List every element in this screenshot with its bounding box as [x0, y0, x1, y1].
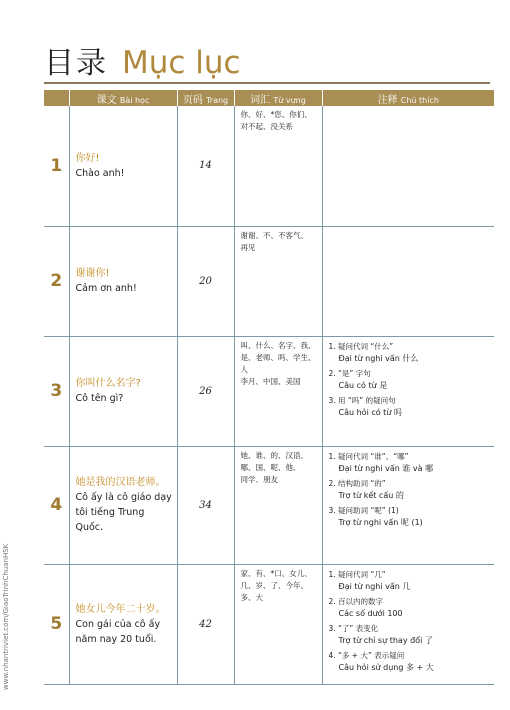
note-vietnamese: Đại từ nghi vấn 谁 và 哪: [338, 463, 434, 473]
note-item: [329, 395, 491, 419]
note-vietnamese: Câu hỏi có từ 吗: [338, 407, 402, 417]
note-chinese: 3. 疑问助词 “呢” (1): [328, 505, 399, 515]
lesson-title-chinese: 你叫什么名字?: [75, 378, 141, 389]
lesson-row: [44, 446, 494, 564]
lesson-notes: [322, 336, 494, 446]
note-chinese: 4. “多 + 大” 表示疑问: [328, 650, 405, 660]
lesson-page: 42: [177, 564, 234, 684]
vocab-line: 同学、朋友: [240, 474, 278, 484]
side-watermark: www.nhantriviet.com/GiaoTrinhChuanHSK: [2, 543, 10, 690]
note-vietnamese: Trợ từ chỉ sự thay đổi 了: [338, 635, 433, 645]
note-chinese: 1. 疑问代词 “什么”: [328, 341, 394, 351]
lesson-row: [44, 106, 494, 226]
lesson-number: 5: [44, 564, 69, 684]
header-number: [44, 90, 69, 106]
note-vietnamese: Câu hỏi sử dụng 多 + 大: [338, 662, 434, 672]
note-item: [329, 451, 491, 475]
note-vietnamese: Trợ từ nghi vấn 呢 (1): [338, 517, 423, 527]
note-vietnamese: Câu có từ 是: [338, 380, 388, 390]
vocab-line: 叫、什么、名字、我、: [240, 340, 316, 350]
vocab-line: 几、岁、了、今年、: [240, 580, 308, 590]
vocab-line: 对不起、没关系: [240, 122, 293, 131]
vocab-line: 人: [240, 364, 248, 374]
lesson-number: 1: [44, 106, 69, 226]
title-rule: [44, 82, 490, 84]
lesson-number: 2: [44, 226, 69, 336]
lesson-vocab: [234, 564, 322, 684]
note-chinese: 2. 结构助词 “的”: [328, 478, 386, 488]
title-vietnamese: Mục lục: [122, 45, 241, 81]
note-vietnamese: Các số dưới 100: [338, 608, 403, 618]
lesson-vocab: [234, 336, 322, 446]
note-item: [329, 596, 491, 620]
table-header-row: [44, 90, 494, 106]
lesson-title-chinese: 谢谢你!: [75, 268, 110, 279]
lesson-page: 34: [177, 446, 234, 564]
lesson-title: [69, 446, 177, 564]
lesson-title-vietnamese: Con gái của cô ấy năm nay 20 tuổi.: [75, 618, 161, 645]
title-chinese: 目录: [44, 46, 108, 81]
lesson-number: 4: [44, 446, 69, 564]
vocab-line: 谢谢、不、不客气、: [240, 230, 308, 240]
vocab-line: 李月、中国、美国: [240, 376, 301, 386]
lesson-number: 3: [44, 336, 69, 446]
header-vocab: 词汇 Từ vựng: [234, 90, 322, 106]
lesson-title: [69, 226, 177, 336]
note-chinese: 3. “了” 表变化: [328, 623, 379, 633]
lesson-notes: [322, 226, 494, 336]
note-chinese: 2. “是” 字句: [328, 368, 371, 378]
vocab-line: 多、大: [240, 592, 263, 602]
note-item: [329, 650, 491, 674]
page-title: [44, 38, 241, 82]
note-chinese: 3. 用 “吗” 的疑问句: [328, 395, 396, 405]
lesson-title-chinese: 她女儿今年二十岁。: [75, 603, 166, 615]
lesson-row: [44, 226, 494, 336]
lesson-notes: [322, 564, 494, 684]
note-item: [329, 478, 491, 502]
lesson-title-vietnamese: Chào anh!: [75, 167, 125, 179]
lesson-row: [44, 336, 494, 446]
contents-table: [44, 90, 494, 685]
lesson-title: [69, 106, 177, 226]
lesson-title-vietnamese: Cô ấy là cô giáo dạy tôi tiếng Trung Quốc.: [75, 492, 172, 533]
lesson-row: [44, 564, 494, 684]
note-item: [329, 569, 491, 593]
note-item: [329, 505, 491, 529]
lesson-title-vietnamese: Cô tên gì?: [75, 393, 124, 404]
lesson-vocab: [234, 446, 322, 564]
note-item: [329, 368, 491, 392]
lesson-title-chinese: 她是我的汉语老师。: [75, 477, 166, 488]
note-vietnamese: Trợ từ kết cấu 的: [338, 490, 404, 500]
lesson-title: [69, 336, 177, 446]
lesson-page: 20: [177, 226, 234, 336]
header-page: 页码 Trang: [177, 90, 234, 106]
vocab-line: 哪、国、呢、他、: [240, 462, 301, 472]
lesson-vocab: [234, 106, 322, 226]
vocab-line: 是、老师、吗、学生、: [240, 352, 316, 362]
lesson-notes: [322, 106, 494, 226]
note-item: [329, 623, 491, 647]
vocab-line: 家、有、*口、女儿、: [240, 568, 312, 578]
vocab-line: 你、好、*您、你们、: [240, 110, 312, 119]
note-chinese: 1. 疑问代词 “几”: [328, 569, 386, 579]
lesson-title: [69, 564, 177, 684]
lesson-vocab: [234, 226, 322, 336]
lesson-page: 14: [177, 106, 234, 226]
note-chinese: 2. 百以内的数字: [328, 596, 384, 606]
note-vietnamese: Đại từ nghi vấn 几: [338, 581, 411, 591]
lesson-title-chinese: 你好!: [75, 152, 100, 164]
vocab-line: 她、谁、的、汉语、: [240, 450, 308, 460]
lesson-page: 26: [177, 336, 234, 446]
note-chinese: 1. 疑问代词 “谁”、“哪”: [328, 451, 409, 461]
lesson-notes: [322, 446, 494, 564]
lesson-title-vietnamese: Cảm ơn anh!: [75, 283, 137, 294]
header-notes: 注释 Chú thích: [322, 90, 494, 106]
header-lesson: 课文 Bài học: [69, 90, 177, 106]
note-item: [329, 341, 491, 365]
vocab-line: 再见: [240, 242, 256, 252]
note-vietnamese: Đại từ nghi vấn 什么: [338, 353, 419, 363]
